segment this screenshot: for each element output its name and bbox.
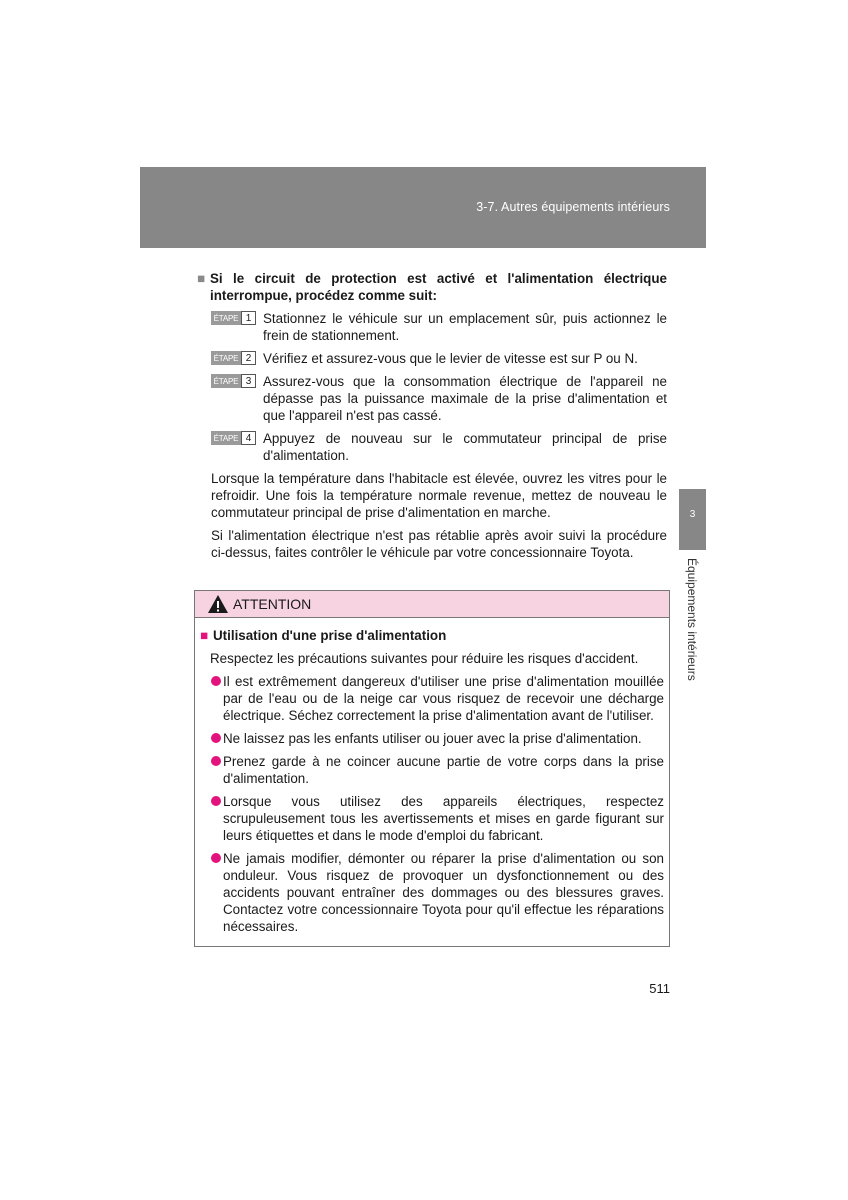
warning-bullet-text: Il est extrêmement dangereux d'utiliser une prise d'alimentation mouillée par de l'eau ou de la neige car vous risquez de recevoir une décharge électrique. Séchez correctement la prise d'alimentation avant de l'utiliser. — [223, 674, 664, 723]
warning-bullet-text: Prenez garde à ne coincer aucune partie de votre corps dans la prise d'alimentation. — [223, 754, 664, 786]
warning-bullet-text: Lorsque vous utilisez des appareils électriques, respectez scrupuleusement tous les avertissements et mises en garde figurant sur leurs étiquettes et dans le mode d'emploi du fabricant. — [223, 794, 664, 843]
warning-bullet — [200, 793, 664, 844]
step-label: ÉTAPE — [211, 374, 241, 388]
warning-bullet — [200, 753, 664, 787]
step-item — [211, 373, 667, 424]
warning-box — [194, 590, 670, 947]
warning-intro: Respectez les précautions suivantes pour réduire les risques d'accident. — [210, 651, 639, 666]
step-badge — [211, 351, 257, 365]
paragraph: Si l'alimentation électrique n'est pas rétablie après avoir suivi la procédure ci-dessus, faites contrôler le véhicule par votre concessionnaire Toyota. — [211, 528, 667, 560]
steps-list — [197, 310, 667, 464]
section-heading — [197, 270, 667, 304]
warning-bullet-text: Ne jamais modifier, démonter ou réparer la prise d'alimentation ou son onduleur. Vous risquez de provoquer un dysfonctionnement ou des accidents pouvant entraîner des dommages ou des blessures graves. Contactez votre concessionnaire Toyota pour qu'il effectue les réparations nécessaires. — [223, 851, 664, 934]
paragraph: Lorsque la température dans l'habitacle est élevée, ouvrez les vitres pour le refroidir. Une fois la température normale revenue, mettez de nouveau le commutateur principal de prise d'alimentation en marche. — [211, 471, 667, 520]
warning-heading — [200, 627, 664, 644]
chapter-tab — [679, 489, 706, 550]
pink-square-icon: ■ — [200, 628, 209, 643]
section-title: 3-7. Autres équipements intérieurs — [476, 200, 670, 214]
pink-dot-icon — [211, 796, 221, 806]
step-text: Stationnez le véhicule sur un emplacement sûr, puis actionnez le frein de stationnement. — [263, 311, 667, 343]
step-label: ÉTAPE — [211, 311, 241, 325]
step-label: ÉTAPE — [211, 351, 241, 365]
chapter-title: Équipements intérieurs — [685, 558, 699, 681]
chapter-title-vertical — [679, 558, 706, 698]
step-badge — [211, 311, 257, 325]
step-text: Assurez-vous que la consommation électrique de l'appareil ne dépasse pas la puissance maximale de la prise d'alimentation et que l'appareil n'est pas cassé. — [263, 374, 667, 423]
step-text: Appuyez de nouveau sur le commutateur principal de prise d'alimentation. — [263, 431, 667, 463]
step-number: 4 — [241, 431, 256, 445]
pink-dot-icon — [211, 853, 221, 863]
step-badge — [211, 374, 257, 388]
step-item — [211, 350, 667, 367]
step-number: 1 — [241, 311, 256, 325]
step-text: Vérifiez et assurez-vous que le levier de vitesse est sur P ou N. — [263, 351, 638, 366]
square-bullet-icon: ■ — [197, 271, 206, 286]
section-heading-text: Si le circuit de protection est activé et l'alimentation électrique interrompue, procédez comme suit: — [210, 271, 667, 303]
warning-bullet — [200, 850, 664, 935]
pink-dot-icon — [211, 733, 221, 743]
step-badge — [211, 431, 257, 445]
warning-body — [195, 618, 669, 935]
pink-dot-icon — [211, 676, 221, 686]
step-item — [211, 310, 667, 344]
step-number: 3 — [241, 374, 256, 388]
warning-heading-text: Utilisation d'une prise d'alimentation — [213, 628, 447, 643]
warning-title: ATTENTION — [233, 596, 312, 612]
step-number: 2 — [241, 351, 256, 365]
warning-header — [195, 591, 669, 618]
warning-bullet — [200, 730, 664, 747]
chapter-number: 3 — [689, 509, 696, 520]
main-content — [197, 270, 667, 567]
step-item — [211, 430, 667, 464]
step-label: ÉTAPE — [211, 431, 241, 445]
pink-dot-icon — [211, 756, 221, 766]
warning-bullet — [200, 673, 664, 724]
warning-bullet-text: Ne laissez pas les enfants utiliser ou jouer avec la prise d'alimentation. — [223, 731, 642, 746]
page-number: 511 — [649, 981, 670, 996]
header-band — [140, 167, 706, 248]
warning-triangle-icon — [207, 594, 229, 614]
